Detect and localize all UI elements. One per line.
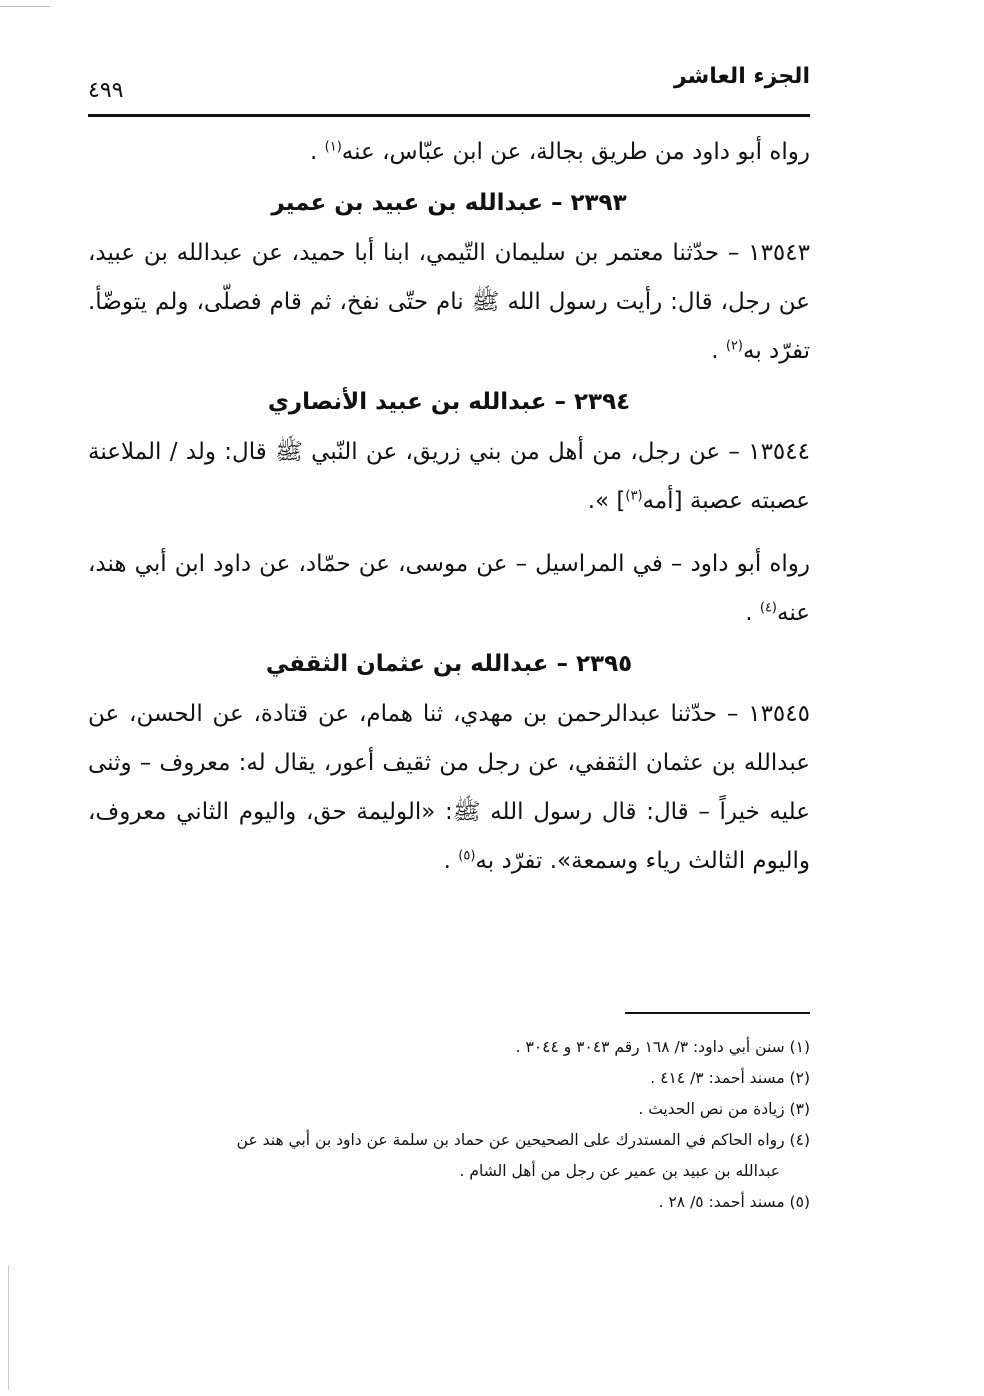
- running-title: الجزء العاشر: [673, 64, 810, 89]
- footnote-continuation: عبدالله بن عبيد بن عمير عن رجل من أهل الشام .: [459, 1162, 780, 1180]
- footnote-ref: (٣): [625, 488, 643, 504]
- footnote: (٣) زيادة من نص الحديث .: [638, 1100, 810, 1118]
- footnote: (٤) رواه الحاكم في المستدرك على الصحيحين عن حماد بن سلمة عن داود بن أبي هند عن: [236, 1131, 810, 1149]
- paragraph: ١٣٥٤٤ – عن رجل، من أهل من بني زريق، عن النّبي ﷺ قال: ولد / الملاعنة عصبته عصبة [أمه$^{(٣)}$] ».: [88, 439, 810, 514]
- paragraph: رواه أبو داود من طريق بجالة، عن ابن عبّاس، عنه$^{(١)}$ .: [310, 139, 810, 165]
- page-number: ٤٩٩: [88, 78, 124, 103]
- footnote-ref: (٤): [759, 600, 777, 616]
- paragraph: رواه أبو داود – في المراسيل – عن موسى، عن حمّاد، عن داود ابن أبي هند، عنه$^{(٤)}$ .: [88, 551, 810, 626]
- scan-artifact-line: [8, 1265, 9, 1390]
- book-page: [88, 0, 810, 1396]
- footnote: (١) سنن أبي داود: ٣/ ١٦٨ رقم ٣٠٤٣ و ٣٠٤٤ .: [515, 1038, 810, 1056]
- paragraph: ١٣٥٤٥ – حدّثنا عبدالرحمن بن مهدي، ثنا همام، عن قتادة، عن الحسن، عن عبدالله بن عثمان الثقفي، عن رجل من ثقيف أعور، يقال له: معروف – وثنى عليه خيراً – قال: قال رسول الله ﷺ: «الوليمة حق، واليوم الثاني معروف، واليوم الثالث رياء وسمعة». تفرّد به$^{(٥)}$ .: [88, 701, 810, 874]
- paragraph: ١٣٥٤٣ – حدّثنا معتمر بن سليمان التّيمي، ابنا أبا حميد، عن عبدالله بن عبيد، عن رجل، قال: رأيت رسول الله ﷺ نام حتّى نفخ، ثم قام فصلّى، ولم يتوضّأ. تفرّد به$^{(٢)}$ .: [88, 240, 810, 364]
- spacer: [88, 526, 810, 540]
- footnote-ref: (١): [324, 139, 342, 155]
- scan-artifact-line: [0, 6, 50, 7]
- section-heading: ٢٣٩٥ – عبدالله بن عثمان الثقفي: [265, 651, 633, 677]
- section-heading: ٢٣٩٤ – عبدالله بن عبيد الأنصاري: [267, 389, 631, 415]
- footnote: (٢) مسند أحمد: ٣/ ٤١٤ .: [650, 1069, 810, 1087]
- header-rule: [88, 114, 810, 117]
- page-header: [88, 58, 810, 108]
- main-text: [88, 128, 810, 886]
- footnote-separator: [625, 1012, 810, 1014]
- section-heading: ٢٣٩٣ – عبدالله بن عبيد بن عمير: [271, 190, 627, 216]
- footnotes: [88, 1032, 810, 1218]
- footnote-ref: (٥): [458, 848, 476, 864]
- footnote: (٥) مسند أحمد: ٥/ ٢٨ .: [658, 1193, 810, 1211]
- footnote-ref: (٢): [725, 338, 743, 354]
